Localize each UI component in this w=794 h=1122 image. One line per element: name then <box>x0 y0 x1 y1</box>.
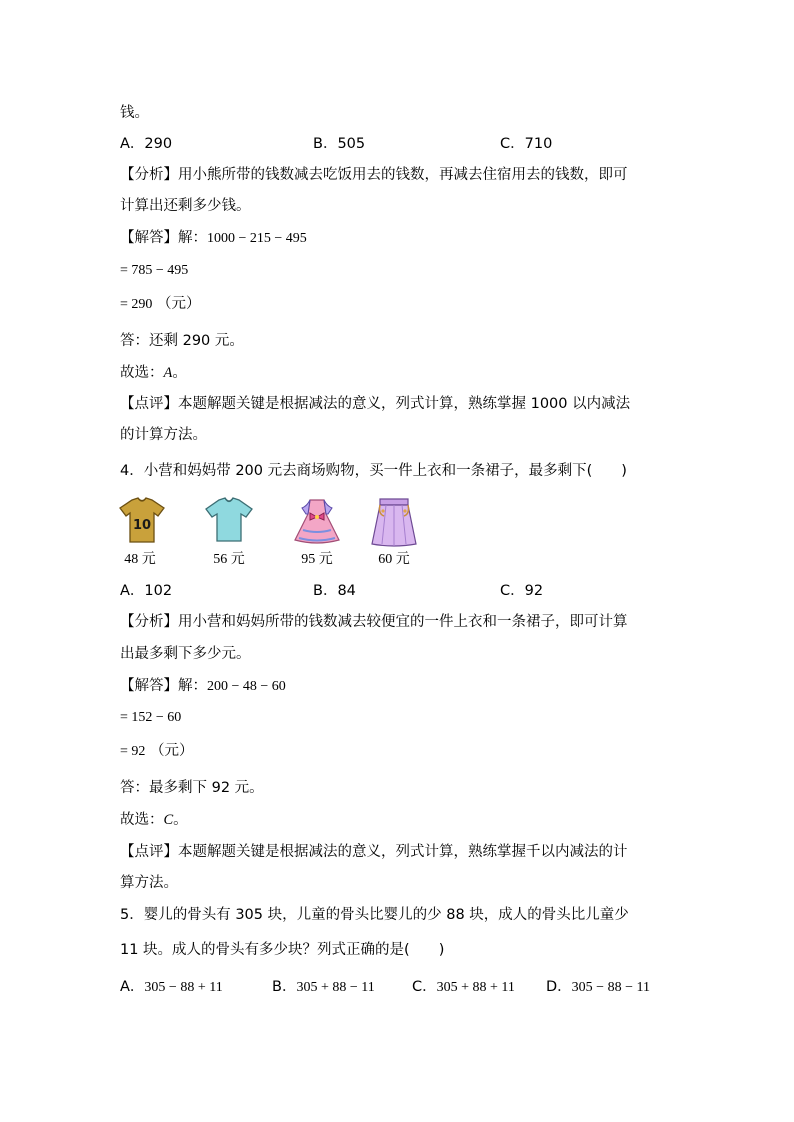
q4-choose-value: C <box>163 812 174 828</box>
q4-step1: = 152 − 60 <box>120 710 182 725</box>
prev-choose-end: 。 <box>172 365 187 381</box>
prev-solution-label: 【解答】解： <box>120 230 207 246</box>
q5-option-d-expr: 305 − 88 − 11 <box>571 980 650 995</box>
prev-answer: 答：还剩 290 元。 <box>120 333 244 349</box>
prev-option-b: B．505 <box>313 136 366 152</box>
prev-solution-expr: 1000 − 215 − 495 <box>207 231 307 246</box>
prev-choose <box>120 363 187 383</box>
q4-choose-end: 。 <box>173 812 188 828</box>
q4-step2-expr: = 92 <box>120 744 146 759</box>
q4-stem: 4．小营和妈妈带 200 元去商场购物，买一件上衣和一条裙子，最多剩下( ) <box>120 463 627 479</box>
q5-option-c-letter: C． <box>412 979 437 995</box>
prev-step2-expr: = 290 <box>120 297 153 312</box>
prev-step2 <box>120 294 201 315</box>
prev-choose-label: 故选： <box>120 365 164 381</box>
jersey-icon <box>118 496 166 544</box>
skirt-icon <box>370 496 418 548</box>
q5-option-b <box>272 977 375 998</box>
q4-comment-line1: 【点评】本题解题关键是根据减法的意义，列式计算，熟练掌握千以内减法的计 <box>120 844 628 860</box>
prev-choose-value: A <box>163 365 173 381</box>
q4-step2-unit: （元） <box>150 743 194 759</box>
q5-option-a-letter: A． <box>120 979 145 995</box>
q4-option-c: C．92 <box>500 583 544 599</box>
jersey-number: 10 <box>132 518 152 533</box>
q5-option-a-expr: 305 − 88 + 11 <box>144 980 223 995</box>
q4-solution-expr: 200 − 48 − 60 <box>207 679 286 694</box>
prev-option-c: C．710 <box>500 136 553 152</box>
q5-option-b-expr: 305 + 88 − 11 <box>296 980 375 995</box>
q4-option-b: B．84 <box>313 583 356 599</box>
q5-stem-line2: 11 块。成人的骨头有多少块？列式正确的是( ) <box>120 942 445 958</box>
price-skirt: 60 元 <box>378 552 410 567</box>
q4-step2 <box>120 741 194 762</box>
q4-solution-label: 【解答】解： <box>120 678 207 694</box>
q5-option-b-letter: B． <box>272 979 297 995</box>
q4-solution <box>120 676 286 697</box>
price-tshirt: 56 元 <box>213 552 245 567</box>
q5-option-c <box>412 977 515 998</box>
q4-answer: 答：最多剩下 92 元。 <box>120 780 264 796</box>
q5-option-c-expr: 305 + 88 + 11 <box>436 980 515 995</box>
price-jersey: 48 元 <box>124 552 156 567</box>
q5-option-a <box>120 977 223 998</box>
q4-analysis-line1: 【分析】用小营和妈妈所带的钱数减去较便宜的一件上衣和一条裙子，即可计算 <box>120 614 628 630</box>
q4-option-a: A．102 <box>120 583 173 599</box>
dress-icon <box>293 496 341 546</box>
prev-step1: = 785 − 495 <box>120 263 189 278</box>
prev-analysis-line2: 计算出还剩多少钱。 <box>120 198 251 214</box>
q5-option-d-letter: D． <box>546 979 572 995</box>
prev-question-tail: 钱。 <box>120 105 149 121</box>
price-dress: 95 元 <box>301 552 333 567</box>
prev-comment-line2: 的计算方法。 <box>120 427 207 443</box>
q4-analysis-line2: 出最多剩下多少元。 <box>120 646 251 662</box>
tshirt-icon <box>204 496 254 544</box>
prev-option-a: A．290 <box>120 136 173 152</box>
prev-comment-line1: 【点评】本题解题关键是根据减法的意义，列式计算，熟练掌握 1000 以内减法 <box>120 396 631 412</box>
prev-step2-unit: （元） <box>157 296 201 312</box>
q5-stem-line1: 5．婴儿的骨头有 305 块，儿童的骨头比婴儿的少 88 块，成人的骨头比儿童少 <box>120 907 629 923</box>
q4-choose-label: 故选： <box>120 812 164 828</box>
q5-option-d <box>546 977 650 998</box>
prev-analysis-line1: 【分析】用小熊所带的钱数减去吃饭用去的钱数，再减去住宿用去的钱数，即可 <box>120 167 628 183</box>
q4-choose <box>120 810 188 830</box>
q4-comment-line2: 算方法。 <box>120 875 178 891</box>
prev-solution <box>120 228 307 249</box>
